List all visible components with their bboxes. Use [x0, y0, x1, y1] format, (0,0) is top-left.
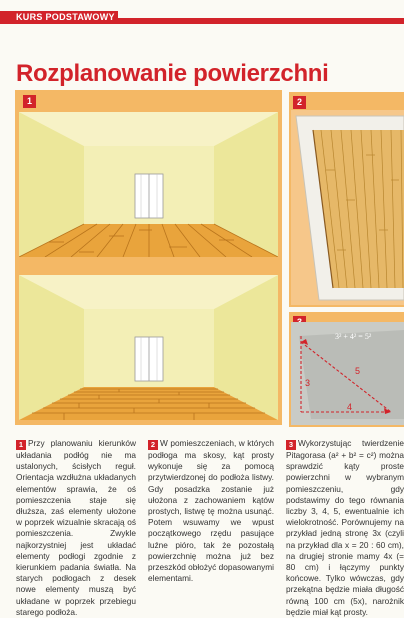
text-1-badge: 1: [16, 440, 26, 450]
pythagoras-formula: 3² + 4² = 5²: [335, 332, 372, 341]
figure-2-panel: [289, 92, 404, 307]
header-rule: [118, 18, 404, 24]
side-label-3: 3: [305, 378, 311, 388]
text-3-body: Wykorzystując twierdzenie Pitagorasa (a² + b² = c²) można sprawdzić kąty proste powierzchni w wybranym pomieszczeniu, gdy podstawimy do tego równania liczby 3, 4, 5, ewentualnie ich wielokrotność. Porównujemy na przykład jedną stronę 3x (czyli na przykład dla x = 20 : 60 cm), na drugiej stronie mamy 4x (= 80 cm) i łączymy punkty końcowe. Tylko wówczas, gdy przekątna będzie miała długość równą 100 cm (5x), narożnik będzie miał kąt prosty.: [286, 438, 404, 617]
text-2-body: W pomieszczeniach, w których podłoga ma skosy, kąt prosty wykonuje się za pomocą przytwierdzonej do podłoża listwy. Gdy posadzka zostanie już ułożona z zachowaniem kątów prostych, listwę tę można usunąć. Potem wsuwamy we wpust początkowego rzędu pasujące luźne pióro, tak że pozostałą powierzchnię można już bez przeszkód obłożyć dopasowanymi elementami.: [148, 438, 274, 584]
section-header: [0, 0, 404, 24]
side-label-5: 5: [355, 366, 361, 376]
text-column-1: [16, 438, 136, 618]
text-3-badge: 3: [286, 440, 296, 450]
section-tab: [0, 11, 118, 24]
figure-2-badge: 2: [293, 96, 306, 109]
slanted-floor-illustration: [291, 110, 404, 305]
page-title: Rozplanowanie powierzchni: [16, 60, 329, 87]
figure-1-badge: 1: [23, 95, 36, 108]
room-illustration-lengthwise: [19, 112, 278, 257]
side-label-4: 4: [347, 402, 353, 412]
text-2-badge: 2: [148, 440, 158, 450]
text-column-2: [148, 438, 274, 584]
text-1-body: Przy planowaniu kierunków układania podłóg nie ma ustalonych, ścisłych reguł. Orientacja wzdłużna układanych elementów sprawia, że oś pomieszczenia staje się dłuższa, zaś elementy ułożone w poprzek wizualnie skracają oś pomieszczenia. Zwykle najkorzystniej jest układać elementy podłogi zgodnie z kierunkiem padania światła. Na starych podłogach z desek nowe elementy muszą być układane w poprzek przebiegu starego podłoża.: [16, 438, 136, 617]
room-illustration-crosswise: [19, 275, 278, 420]
text-column-3: [286, 438, 404, 618]
figure-1-panel: [15, 90, 282, 425]
figure-3-panel: [289, 312, 404, 427]
section-label: KURS PODSTAWOWY: [16, 12, 115, 22]
